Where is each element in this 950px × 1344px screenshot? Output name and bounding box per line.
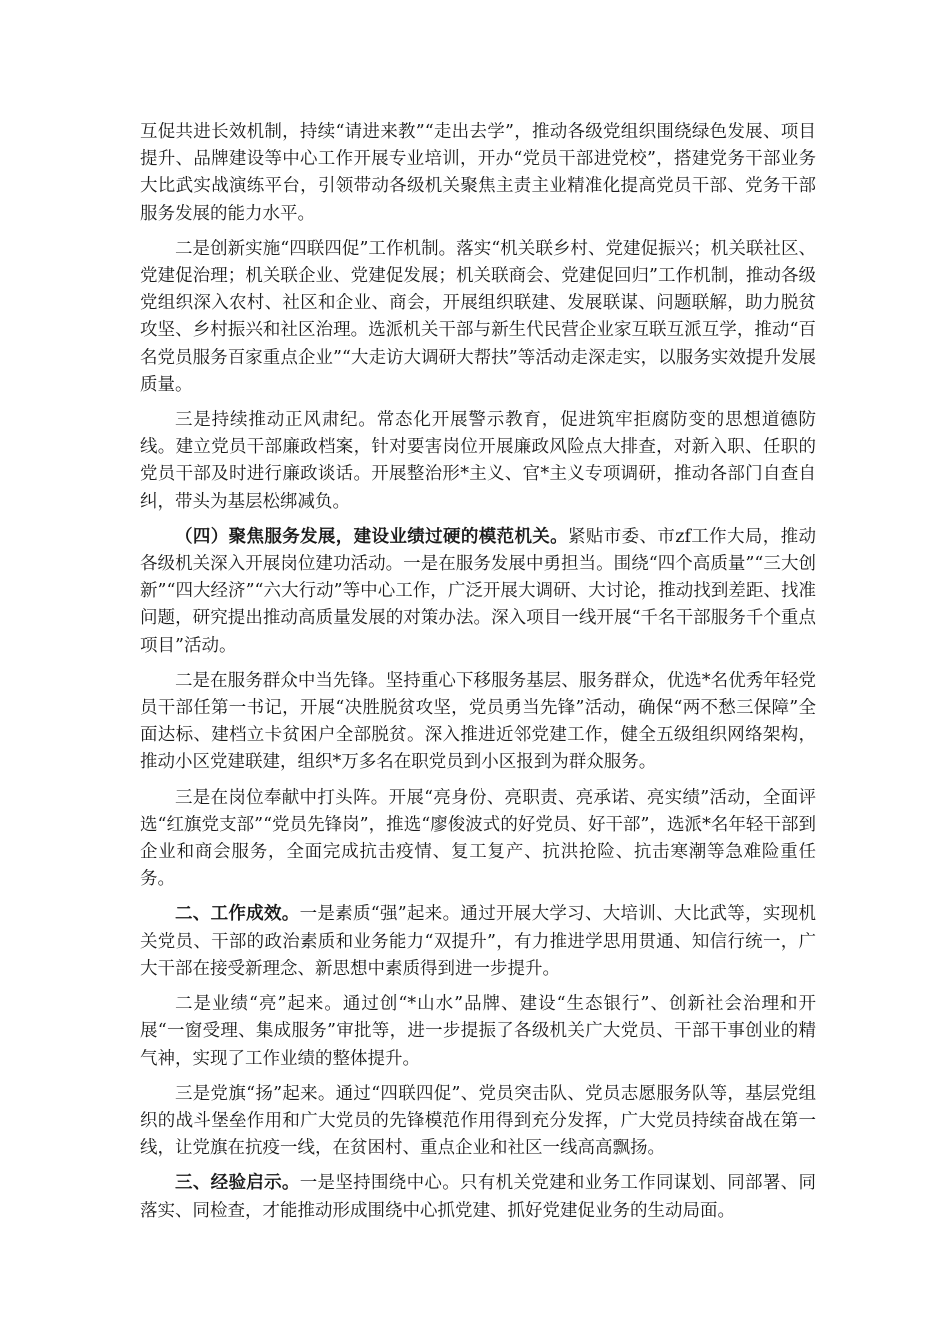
paragraph-text: 三是党旗“扬”起来。通过“四联四促”、党员突击队、党员志愿服务队等，基层党组织的战斗堡垒作用和广大党员的先锋模范作用得到充分发挥，广大党员持续奋战在第一线，让党旗在抗疫一线，在贫困村、重点企业和社区一线高高飘扬。 [140, 1083, 816, 1159]
paragraph-6 [140, 785, 816, 894]
paragraph-text: 三是持续推动正风肃纪。常态化开展警示教育，促进筑牢拒腐防变的思想道德防线。建立党员干部廉政档案，针对要害岗位开展廉政风险点大排查，对新入职、任职的党员干部及时进行廉政谈话。开展整治形*主义、官*主义专项调研，推动各部门自查自纠，带头为基层松绑减负。 [140, 410, 816, 512]
paragraph-text: 三是在岗位奉献中打头阵。开展“亮身份、亮职责、亮承诺、亮实绩”活动，全面评选“红旗党支部”“党员先锋岗”，推选“廖俊波式的好党员、好干部”，选派*名年轻干部到企业和商会服务，全面完成抗击疫情、复工复产、抗洪抢险、抗击寒潮等急难险重任务。 [140, 787, 816, 890]
paragraph-text: 一是坚持围绕中心。只有机关党建和业务工作同谋划、同部署、同落实、同检查，才能推动形成围绕中心抓党建、抓好党建促业务的生动局面。 [140, 1173, 817, 1221]
paragraph-2 [140, 236, 816, 399]
section-heading-results: 二、工作成效。 [175, 904, 300, 925]
paragraph-5 [140, 668, 816, 777]
paragraph-text: 一是素质“强”起来。通过开展大学习、大培训、大比武等，实现机关党员、干部的政治素质和业务能力“双提升”，有力推进学思用贯通、知信行统一，广大干部在接受新理念、新思想中素质得到进一步提升。 [140, 904, 816, 979]
section-heading-4: （四）聚焦服务发展，建设业绩过硬的模范机关。 [175, 526, 569, 547]
paragraph-7 [140, 901, 816, 983]
paragraph-3 [140, 407, 816, 516]
paragraph-text: 二是创新实施“四联四促”工作机制。落实“机关联乡村、党建促振兴；机关联社区、党建促治理；机关联企业、党建促发展；机关联商会、党建促回归”工作机制，推动各级党组织深入农村、社区和企业、商会，开展组织联建、发展联谋、问题联解，助力脱贫攻坚、乡村振兴和社区治理。选派机关干部与新生代民营企业家互联互派互学，推动“百名党员服务百家重点企业”“大走访大调研大帮扶”等活动走深走实，以服务实效提升发展质量。 [140, 238, 816, 395]
paragraph-4 [140, 524, 816, 660]
paragraph-text: 二是业绩“亮”起来。通过创“*山水”品牌、建设“生态银行”、创新社会治理和开展“一窗受理、集成服务”审批等，进一步提振了各级机关广大党员、干部干事创业的精气神，实现了工作业绩的整体提升。 [140, 994, 816, 1069]
paragraph-text: 互促共进长效机制，持续“请进来教”“走出去学”，推动各级党组织围绕绿色发展、项目提升、品牌建设等中心工作开展专业培训，开办“党员干部进党校”，搭建党务干部业务大比武实战演练平台，引领带动各级机关聚焦主责主业精准化提高党员干部、党务干部服务发展的能力水平。 [140, 122, 816, 224]
paragraph-10 [140, 1170, 816, 1224]
section-heading-lessons: 三、经验启示。 [175, 1173, 300, 1194]
paragraph-9 [140, 1081, 816, 1163]
paragraph-1 [140, 119, 816, 228]
paragraph-text: 紧贴市委、市zf工作大局，推动各级机关深入开展岗位建功活动。一是在服务发展中勇担当。围绕“四个高质量”“三大创新”“四大经济”“六大行动”等中心工作，广泛开展大调研、大讨论，推动找到差距、找准问题，研究提出推动高质量发展的对策办法。深入项目一线开展“千名干部服务千个重点项目”活动。 [140, 526, 816, 656]
paragraph-text: 二是在服务群众中当先锋。坚持重心下移服务基层、服务群众，优选*名优秀年轻党员干部任第一书记，开展“决胜脱贫攻坚，党员勇当先锋”活动，确保“两不愁三保障”全面达标、建档立卡贫困户全部脱贫。深入推进近邻党建工作，健全五级组织网络架构，推动小区党建联建，组织*万多名在职党员到小区报到为群众服务。 [140, 670, 816, 773]
paragraph-8 [140, 991, 816, 1073]
